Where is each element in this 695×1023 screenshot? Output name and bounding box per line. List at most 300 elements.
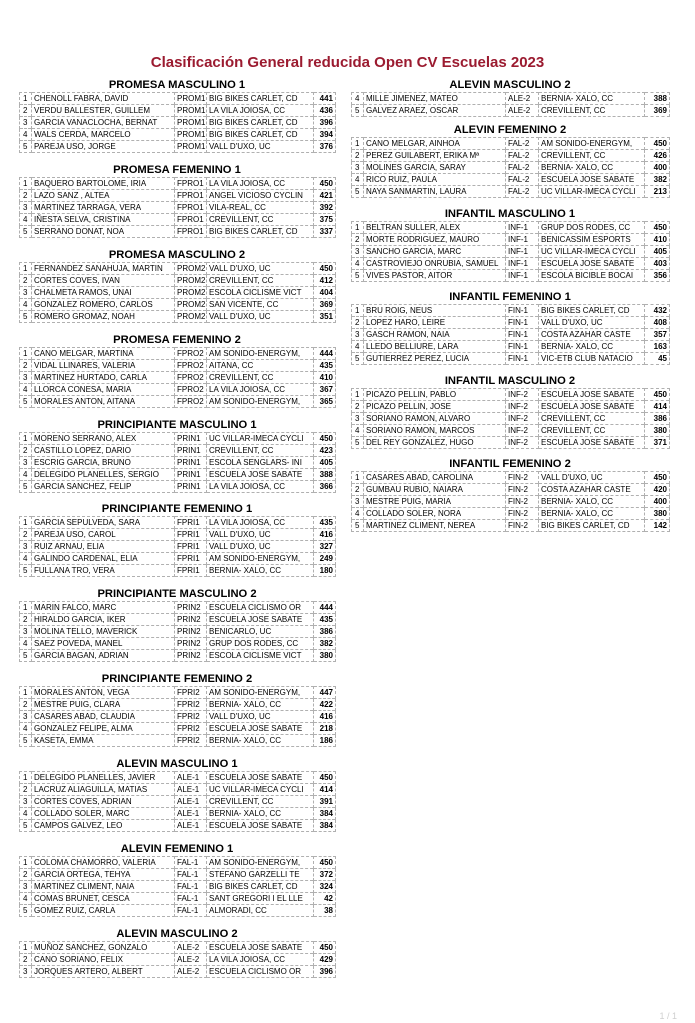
points-cell: 435 [314, 360, 336, 372]
section-heading: PROMESA MASCULINO 2 [108, 249, 246, 261]
position-cell: 2 [352, 234, 364, 246]
ranking-table [351, 92, 670, 117]
category-cell: FPRI2 [175, 687, 207, 699]
points-cell: 429 [314, 954, 336, 966]
position-cell: 2 [352, 317, 364, 329]
rider-name-cell: SORIANO RAMON, ALVARO [364, 413, 506, 425]
rider-name-cell: COLLADO SOLER, MARC [32, 808, 175, 820]
category-cell: PRIN2 [175, 626, 207, 638]
table-row [20, 529, 336, 541]
table-row [20, 553, 336, 565]
table-row [20, 226, 336, 238]
table-row [20, 820, 336, 832]
club-cell: BERNIA- XALO, CC [539, 162, 645, 174]
points-cell: 404 [314, 287, 336, 299]
club-cell: VALL D'UXO, UC [539, 317, 645, 329]
points-cell: 369 [314, 299, 336, 311]
club-cell: VALL D'UXO, UC [207, 711, 314, 723]
rider-name-cell: GONZALEZ ROMERO, CARLOS [32, 299, 175, 311]
club-cell: BERNIA- XALO, CC [539, 496, 645, 508]
points-cell: 450 [314, 263, 336, 275]
position-cell: 3 [20, 541, 32, 553]
table-row [20, 711, 336, 723]
table-row [20, 214, 336, 226]
rider-name-cell: KASETA, EMMA [32, 735, 175, 747]
club-cell: CREVILLENT, CC [207, 796, 314, 808]
club-cell: ESCUELA JOSE SABATE [207, 942, 314, 954]
section-alevin-femenino-2 [351, 123, 669, 198]
category-cell: FPRO2 [175, 372, 207, 384]
table-row [352, 317, 670, 329]
points-cell: 213 [645, 186, 670, 198]
section-promesa-femenino-1 [19, 163, 335, 238]
rider-name-cell: MORALES ANTON, VEGA [32, 687, 175, 699]
position-cell: 1 [20, 517, 32, 529]
rider-name-cell: DELEGIDO PLANELLES, JAVIER [32, 772, 175, 784]
table-row [20, 299, 336, 311]
table-row [20, 808, 336, 820]
table-row [352, 93, 670, 105]
points-cell: 400 [645, 496, 670, 508]
club-cell: CREVILLENT, CC [539, 425, 645, 437]
position-cell: 4 [352, 341, 364, 353]
position-cell: 1 [352, 472, 364, 484]
position-cell: 5 [352, 105, 364, 117]
section-alevin-masculino-2 [19, 927, 335, 978]
points-cell: 375 [314, 214, 336, 226]
position-cell: 3 [352, 413, 364, 425]
position-cell: 5 [20, 226, 32, 238]
club-cell: VALL D'UXO, UC [207, 541, 314, 553]
rider-name-cell: CAMPOS GALVEZ, LEO [32, 820, 175, 832]
category-cell: FPRO1 [175, 190, 207, 202]
rider-name-cell: CORTES COVES, IVAN [32, 275, 175, 287]
rider-name-cell: MARTINEZ CLIMENT, NEREA [364, 520, 506, 532]
rider-name-cell: ESCRIG GARCIA, BRUNO [32, 457, 175, 469]
rider-name-cell: JORQUES ARTERO, ALBERT [32, 966, 175, 978]
rider-name-cell: MORENO SERRANO, ALEX [32, 433, 175, 445]
table-row [20, 433, 336, 445]
club-cell: BERNIA- XALO, CC [207, 735, 314, 747]
points-cell: 400 [645, 162, 670, 174]
category-cell: PROM1 [175, 129, 207, 141]
position-cell: 5 [352, 520, 364, 532]
position-cell: 4 [352, 93, 364, 105]
section-alevin-femenino-1 [19, 842, 335, 917]
table-row [352, 270, 670, 282]
position-cell: 1 [352, 389, 364, 401]
club-cell: STEFANO GARZELLI TE [207, 869, 314, 881]
points-cell: 369 [645, 105, 670, 117]
category-cell: INF-1 [506, 258, 539, 270]
position-cell: 2 [352, 401, 364, 413]
club-cell: AITANA, CC [207, 360, 314, 372]
position-cell: 4 [20, 553, 32, 565]
position-cell: 2 [20, 954, 32, 966]
table-row [352, 508, 670, 520]
points-cell: 372 [314, 869, 336, 881]
rider-name-cell: PICAZO PELLIN, PABLO [364, 389, 506, 401]
club-cell: CREVILLENT, CC [207, 372, 314, 384]
ranking-table [351, 388, 670, 449]
position-cell: 3 [20, 457, 32, 469]
club-cell: LA VILA JOIOSA, CC [207, 517, 314, 529]
club-cell: LA VILA JOIOSA, CC [207, 105, 314, 117]
position-cell: 4 [20, 638, 32, 650]
table-row [20, 141, 336, 153]
category-cell: FAL-1 [175, 893, 207, 905]
table-row [20, 602, 336, 614]
points-cell: 382 [314, 638, 336, 650]
position-cell: 4 [20, 299, 32, 311]
position-cell: 3 [20, 626, 32, 638]
table-row [352, 162, 670, 174]
table-row [352, 389, 670, 401]
rider-name-cell: CANO MELGAR, AINHOA [364, 138, 506, 150]
club-cell: BERNIA- XALO, CC [539, 341, 645, 353]
category-cell: PRIN1 [175, 481, 207, 493]
position-cell: 5 [20, 311, 32, 323]
section-heading: ALEVIN FEMENINO 2 [453, 124, 567, 136]
position-cell: 4 [352, 508, 364, 520]
position-cell: 1 [20, 942, 32, 954]
table-row [352, 484, 670, 496]
position-cell: 2 [20, 275, 32, 287]
position-cell: 4 [20, 384, 32, 396]
position-cell: 3 [20, 966, 32, 978]
position-cell: 1 [20, 178, 32, 190]
club-cell: UC VILLAR-IMECA CYCLI [207, 784, 314, 796]
category-cell: PROM1 [175, 93, 207, 105]
rider-name-cell: COLOMA CHAMORRO, VALERIA [32, 857, 175, 869]
position-cell: 3 [352, 496, 364, 508]
table-row [20, 445, 336, 457]
points-cell: 416 [314, 529, 336, 541]
ranking-table [19, 516, 336, 577]
club-cell: VALL D'UXO, UC [207, 263, 314, 275]
table-row [20, 372, 336, 384]
rider-name-cell: VIDAL LLINARES, VALERIA [32, 360, 175, 372]
rider-name-cell: SERRANO DONAT, NOA [32, 226, 175, 238]
club-cell: ESCUELA JOSE SABATE [207, 772, 314, 784]
club-cell: LA VILA JOIOSA, CC [207, 954, 314, 966]
points-cell: 403 [645, 258, 670, 270]
position-cell: 2 [352, 484, 364, 496]
points-cell: 405 [314, 457, 336, 469]
club-cell: COSTA AZAHAR CASTE [539, 329, 645, 341]
page-title: Clasificación General reducida Open CV Escuelas 2023 [150, 54, 545, 71]
section-infantil-femenino-1 [351, 290, 669, 365]
section-heading: INFANTIL MASCULINO 2 [444, 375, 576, 387]
section-heading: ALEVIN FEMENINO 1 [120, 843, 234, 855]
section-promesa-masculino-1 [19, 78, 335, 153]
position-cell: 2 [20, 445, 32, 457]
rider-name-cell: HIRALDO GARCIA, IKER [32, 614, 175, 626]
category-cell: PRIN1 [175, 445, 207, 457]
section-heading: PROMESA FEMENINO 2 [113, 334, 241, 346]
ranking-table [19, 856, 336, 917]
points-cell: 444 [314, 348, 336, 360]
table-row [20, 202, 336, 214]
position-cell: 4 [352, 425, 364, 437]
table-row [352, 305, 670, 317]
rider-name-cell: MARTINEZ HURTADO, CARLA [32, 372, 175, 384]
table-row [20, 614, 336, 626]
table-row [352, 138, 670, 150]
category-cell: FPRO2 [175, 348, 207, 360]
position-cell: 4 [20, 893, 32, 905]
rider-name-cell: GARCIA SANCHEZ, FELIP [32, 481, 175, 493]
position-cell: 5 [352, 353, 364, 365]
points-cell: 410 [645, 234, 670, 246]
table-row [20, 263, 336, 275]
rider-name-cell: ROMERO GROMAZ, NOAH [32, 311, 175, 323]
category-cell: FAL-2 [506, 186, 539, 198]
position-cell: 5 [20, 905, 32, 917]
table-row [352, 105, 670, 117]
category-cell: FIN-2 [506, 520, 539, 532]
points-cell: 388 [645, 93, 670, 105]
table-row [20, 699, 336, 711]
category-cell: PROM2 [175, 311, 207, 323]
table-row [20, 796, 336, 808]
category-cell: FIN-1 [506, 305, 539, 317]
club-cell: AM SONIDO-ENERGYM, [207, 348, 314, 360]
rider-name-cell: BRU ROIG, NEUS [364, 305, 506, 317]
section-principiante-femenino-2 [19, 672, 335, 747]
rider-name-cell: NAYA SANMARTIN, LAURA [364, 186, 506, 198]
ranking-table [351, 137, 670, 198]
club-cell: ALMORADI, CC [207, 905, 314, 917]
club-cell: AM SONIDO-ENERGYM, [207, 857, 314, 869]
club-cell: UC VILLAR-IMECA CYCLI [539, 246, 645, 258]
points-cell: 420 [645, 484, 670, 496]
category-cell: INF-2 [506, 413, 539, 425]
ranking-table [19, 92, 336, 153]
position-cell: 3 [20, 372, 32, 384]
section-heading: PRINCIPIANTE FEMENINO 2 [101, 673, 253, 685]
table-row [20, 457, 336, 469]
club-cell: ESCUELA JOSE SABATE [207, 820, 314, 832]
club-cell: ESCOLA CICLISME VICT [207, 650, 314, 662]
rider-name-cell: MOLINES GARCIA, SARAY [364, 162, 506, 174]
points-cell: 351 [314, 311, 336, 323]
table-row [352, 222, 670, 234]
table-row [352, 341, 670, 353]
category-cell: FIN-1 [506, 317, 539, 329]
section-heading: PRINCIPIANTE FEMENINO 1 [101, 503, 253, 515]
position-cell: 3 [20, 202, 32, 214]
club-cell: CREVILLENT, CC [207, 214, 314, 226]
club-cell: AM SONIDO-ENERGYM, [207, 553, 314, 565]
rider-name-cell: LAZO SANZ , ALTEA [32, 190, 175, 202]
rider-name-cell: CANO SORIANO, FELIX [32, 954, 175, 966]
table-row [20, 129, 336, 141]
ranking-table [351, 304, 670, 365]
category-cell: FPRO1 [175, 214, 207, 226]
club-cell: BIG BIKES CARLET, CD [539, 305, 645, 317]
points-cell: 357 [645, 329, 670, 341]
table-row [352, 258, 670, 270]
club-cell: ESCUELA JOSE SABATE [207, 723, 314, 735]
table-row [20, 469, 336, 481]
category-cell: INF-1 [506, 246, 539, 258]
category-cell: PROM2 [175, 287, 207, 299]
points-cell: 386 [645, 413, 670, 425]
table-row [20, 105, 336, 117]
rider-name-cell: GASCH RAMON, NAIA [364, 329, 506, 341]
club-cell: ESCUELA CICLISMO OR [207, 966, 314, 978]
rider-name-cell: RUIZ ARNAU, ELIA [32, 541, 175, 553]
ranking-table [19, 432, 336, 493]
section-promesa-masculino-2 [19, 248, 335, 323]
club-cell: BERNIA- XALO, CC [207, 565, 314, 577]
section-heading: ALEVIN MASCULINO 1 [116, 758, 238, 770]
rider-name-cell: CHENOLL FABRA, DAVID [32, 93, 175, 105]
club-cell: BIG BIKES CARLET, CD [207, 226, 314, 238]
category-cell: FIN-2 [506, 496, 539, 508]
points-cell: 450 [314, 178, 336, 190]
club-cell: ESCUELA CICLISMO OR [207, 602, 314, 614]
section-heading: ALEVIN MASCULINO 2 [116, 928, 238, 940]
rider-name-cell: MARTINEZ TARRAGA, VERA [32, 202, 175, 214]
category-cell: INF-2 [506, 425, 539, 437]
rider-name-cell: CASARES ABAD, CAROLINA [364, 472, 506, 484]
points-cell: 408 [645, 317, 670, 329]
section-promesa-femenino-2 [19, 333, 335, 408]
category-cell: ALE-2 [506, 93, 539, 105]
table-row [20, 942, 336, 954]
points-cell: 450 [645, 138, 670, 150]
position-cell: 3 [20, 881, 32, 893]
rider-name-cell: FERNANDEZ SANAHUJA, MARTIN [32, 263, 175, 275]
points-cell: 450 [645, 222, 670, 234]
club-cell: VALL D'UXO, UC [539, 472, 645, 484]
category-cell: FAL-1 [175, 869, 207, 881]
ranking-table [19, 262, 336, 323]
table-row [20, 178, 336, 190]
points-cell: 42 [314, 893, 336, 905]
points-cell: 447 [314, 687, 336, 699]
category-cell: INF-2 [506, 437, 539, 449]
category-cell: FPRO1 [175, 202, 207, 214]
rider-name-cell: VERDU BALLESTER, GUILLEM [32, 105, 175, 117]
rider-name-cell: CASARES ABAD, CLAUDIA [32, 711, 175, 723]
club-cell: ESCUELA JOSE SABATE [207, 469, 314, 481]
table-row [352, 246, 670, 258]
category-cell: INF-1 [506, 270, 539, 282]
table-row [352, 401, 670, 413]
category-cell: PRIN2 [175, 650, 207, 662]
points-cell: 396 [314, 117, 336, 129]
club-cell: BIG BIKES CARLET, CD [207, 117, 314, 129]
category-cell: PROM2 [175, 299, 207, 311]
position-cell: 5 [20, 735, 32, 747]
ranking-table [19, 686, 336, 747]
points-cell: 45 [645, 353, 670, 365]
category-cell: FIN-2 [506, 472, 539, 484]
club-cell: CREVILLENT, CC [539, 150, 645, 162]
section-principiante-masculino-1 [19, 418, 335, 493]
category-cell: PRIN2 [175, 602, 207, 614]
category-cell: PRIN2 [175, 638, 207, 650]
position-cell: 4 [20, 129, 32, 141]
section-heading: ALEVIN MASCULINO 2 [449, 79, 571, 91]
rider-name-cell: LLORCA CONESA, MARIA [32, 384, 175, 396]
table-row [20, 650, 336, 662]
category-cell: FIN-1 [506, 341, 539, 353]
club-cell: ANGEL VICIOSO CYCLIN [207, 190, 314, 202]
points-cell: 367 [314, 384, 336, 396]
category-cell: INF-1 [506, 222, 539, 234]
club-cell: BENICASSIM ESPORTS [539, 234, 645, 246]
points-cell: 450 [314, 433, 336, 445]
position-cell: 2 [20, 784, 32, 796]
category-cell: FAL-2 [506, 150, 539, 162]
category-cell: PROM1 [175, 117, 207, 129]
points-cell: 435 [314, 517, 336, 529]
club-cell: VIC-ETB CLUB NATACIO [539, 353, 645, 365]
club-cell: BENICARLO, UC [207, 626, 314, 638]
table-row [20, 687, 336, 699]
rider-name-cell: CANO MELGAR, MARTINA [32, 348, 175, 360]
rider-name-cell: MARTINEZ CLIMENT, NAIA [32, 881, 175, 893]
position-cell: 5 [20, 396, 32, 408]
position-cell: 3 [352, 329, 364, 341]
position-cell: 5 [20, 650, 32, 662]
club-cell: BERNIA- XALO, CC [539, 93, 645, 105]
club-cell: ESCUELA JOSE SABATE [539, 437, 645, 449]
ranking-table [19, 347, 336, 408]
position-cell: 3 [20, 117, 32, 129]
rider-name-cell: GARCIA VANACLOCHA, BERNAT [32, 117, 175, 129]
club-cell: CREVILLENT, CC [207, 275, 314, 287]
rider-name-cell: MESTRE PUIG, MARIA [364, 496, 506, 508]
category-cell: FAL-1 [175, 905, 207, 917]
position-cell: 5 [352, 270, 364, 282]
ranking-table [351, 221, 670, 282]
position-cell: 2 [20, 360, 32, 372]
points-cell: 366 [314, 481, 336, 493]
table-row [20, 638, 336, 650]
category-cell: FAL-1 [175, 857, 207, 869]
section-infantil-femenino-2 [351, 457, 669, 532]
position-cell: 3 [20, 711, 32, 723]
table-row [352, 234, 670, 246]
ranking-table [19, 771, 336, 832]
category-cell: ALE-1 [175, 772, 207, 784]
points-cell: 412 [314, 275, 336, 287]
points-cell: 249 [314, 553, 336, 565]
rider-name-cell: SAEZ POVEDA, MANEL [32, 638, 175, 650]
position-cell: 1 [20, 772, 32, 784]
position-cell: 2 [20, 614, 32, 626]
table-row [20, 517, 336, 529]
points-cell: 435 [314, 614, 336, 626]
rider-name-cell: GALVEZ ARAEZ, OSCAR [364, 105, 506, 117]
section-principiante-masculino-2 [19, 587, 335, 662]
ranking-table [19, 941, 336, 978]
points-cell: 163 [645, 341, 670, 353]
category-cell: PRIN2 [175, 614, 207, 626]
page-number: 1 / 1 [659, 1011, 677, 1021]
rider-name-cell: SANCHO GARCIA, MARC [364, 246, 506, 258]
rider-name-cell: COLLADO SOLER, NORA [364, 508, 506, 520]
table-row [20, 541, 336, 553]
category-cell: FPRI1 [175, 553, 207, 565]
section-alevin-masculino-2 [351, 78, 669, 117]
points-cell: 380 [645, 508, 670, 520]
